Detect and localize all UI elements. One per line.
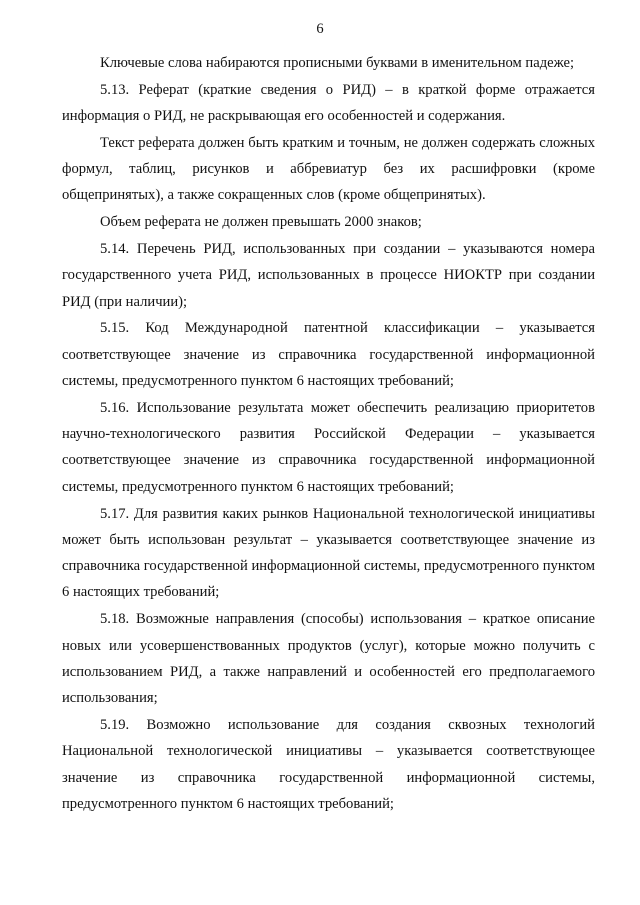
paragraph-5-18-usage-directions: 5.18. Возможные направления (способы) использования – краткое описание новых или усовершенствованных продуктов (услуг), которые можно получить с использованием РИД, а также направлений и особенностей его предполагаемого использования; — [62, 611, 595, 707]
paragraph-abstract-length: Объем реферата не должен превышать 2000 знаков; — [100, 214, 422, 231]
paragraph-5-13-abstract: 5.13. Реферат (краткие сведения о РИД) – в краткой форме отражается информация о РИД, не раскрывающая его особенностей и содержания. — [62, 81, 595, 125]
document-body — [62, 50, 595, 818]
paragraph-5-17-nti-markets: 5.17. Для развития каких рынков Национальной технологической инициативы может быть использован результат – указывается соответствующее значение из справочника государственной информационной системы, предусмотренного пунктом 6 настоящих требований; — [62, 505, 595, 601]
paragraph-5-16-priorities: 5.16. Использование результата может обеспечить реализацию приоритетов научно-технологического развития Российской Федерации – указывается соответствующее значение из справочника государственной информационной системы, предусмотренного пунктом 6 настоящих требований; — [62, 399, 595, 495]
paragraph-5-14-rid-list: 5.14. Перечень РИД, использованных при создании – указываются номера государственного учета РИД, использованных в процессе НИОКТР при создании РИД (при наличии); — [62, 241, 595, 310]
page-number: 6 — [316, 21, 324, 37]
paragraph-abstract-text-rules: Текст реферата должен быть кратким и точным, не должен содержать сложных формул, таблиц, рисунков и аббревиатур без их расшифровки (кроме общепринятых), а также сокращенных слов (кроме общепринятых). — [62, 134, 595, 204]
paragraph-5-15-ipc-code: 5.15. Код Международной патентной классификации – указывается соответствующее значение из справочника государственной информационной системы, предусмотренного пунктом 6 настоящих требований; — [62, 320, 595, 390]
paragraph-5-19-cross-cutting-tech: 5.19. Возможно использование для создания сквозных технологий Национальной технологической инициативы – указывается соответствующее значение из справочника государственной информационной системы, предусмотренного пунктом 6 настоящих требований; — [62, 716, 595, 812]
paragraph-keywords-note: Ключевые слова набираются прописными буквами в именительном падеже; — [100, 55, 575, 71]
